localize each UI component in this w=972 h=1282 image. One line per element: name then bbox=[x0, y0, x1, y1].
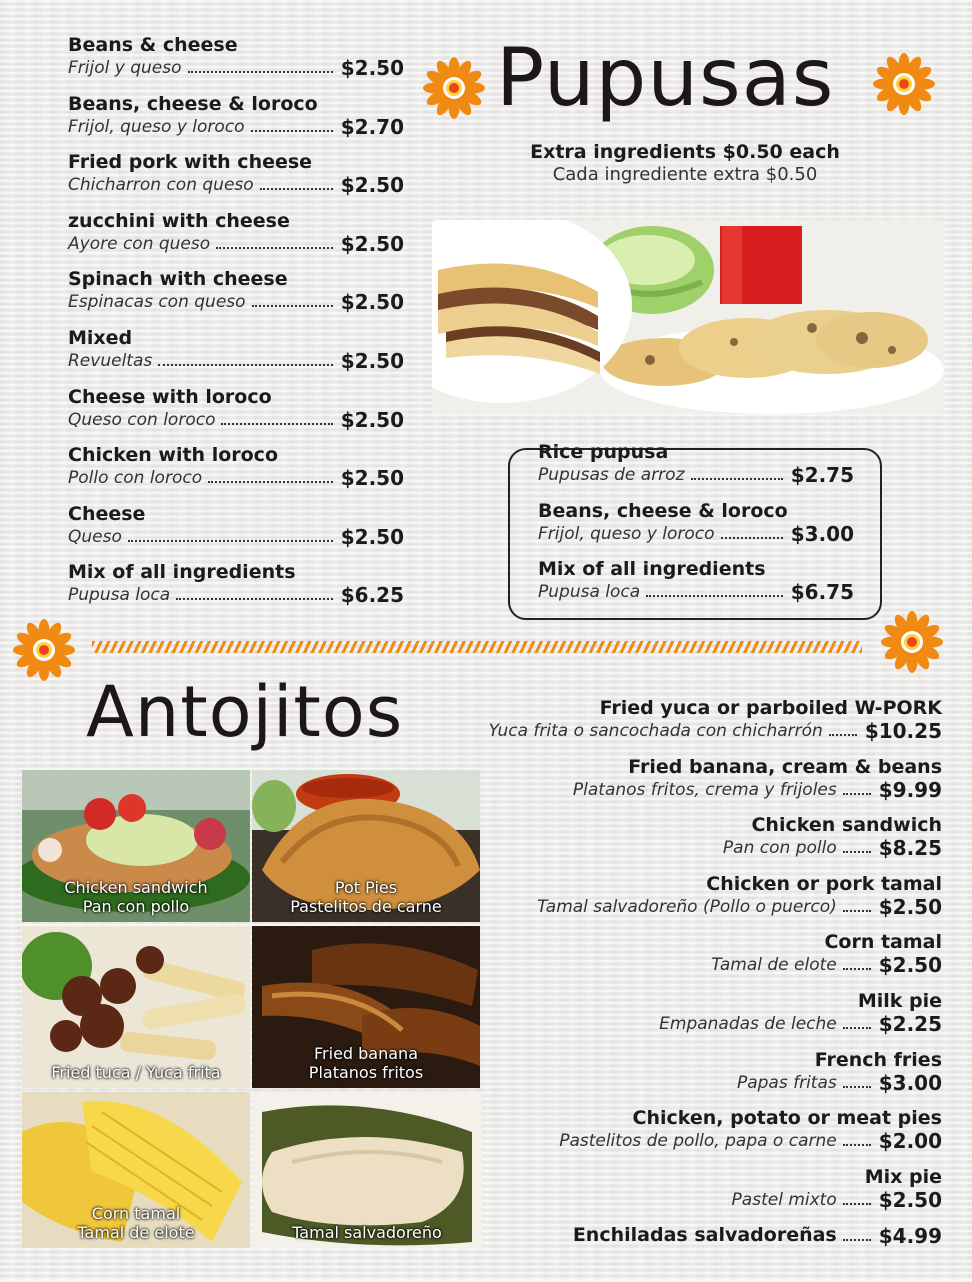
dot-leader bbox=[208, 481, 333, 483]
menu-item bbox=[440, 813, 942, 872]
item-name-en: Rice pupusa bbox=[538, 441, 669, 463]
menu-item bbox=[68, 150, 404, 209]
photo-caption-line1: Corn tamal bbox=[91, 1204, 181, 1223]
flower-icon bbox=[12, 618, 76, 682]
menu-item bbox=[440, 930, 942, 989]
item-name-es: Queso con loroco bbox=[68, 409, 216, 430]
orange-divider bbox=[92, 641, 862, 653]
item-price: $3.00 bbox=[790, 521, 854, 546]
menu-item bbox=[538, 557, 854, 616]
item-name-es: Frijol, queso y loroco bbox=[68, 116, 245, 137]
antojitos-menu-list bbox=[440, 696, 942, 1282]
item-price: $2.50 bbox=[340, 290, 404, 315]
photo-caption-line2: Platanos fritos bbox=[308, 1063, 424, 1082]
item-name-es: Ayore con queso bbox=[68, 233, 211, 254]
pupusas-photo bbox=[432, 220, 944, 414]
item-price: $4.99 bbox=[878, 1224, 942, 1249]
item-name-en: Mix pie bbox=[864, 1165, 942, 1188]
menu-item bbox=[68, 443, 404, 502]
item-name-es: Pan con pollo bbox=[722, 838, 837, 859]
item-name-en: French fries bbox=[814, 1048, 942, 1071]
pupusas-title: Pupusas bbox=[496, 31, 835, 124]
dot-leader bbox=[843, 851, 871, 853]
dot-leader bbox=[216, 247, 333, 249]
item-name-es: Pastelitos de pollo, papa o carne bbox=[559, 1131, 837, 1152]
menu-item bbox=[68, 502, 404, 561]
photo-caption-line1: Tamal salvadoreño bbox=[292, 1223, 442, 1242]
item-price: $3.00 bbox=[878, 1070, 942, 1095]
item-price: $2.50 bbox=[340, 407, 404, 432]
flower-icon bbox=[422, 56, 486, 120]
item-name-en: Beans, cheese & loroco bbox=[538, 499, 788, 522]
pupusa-menu-list bbox=[68, 33, 404, 619]
dot-leader bbox=[843, 1144, 871, 1146]
item-price: $2.50 bbox=[340, 524, 404, 549]
item-price: $2.50 bbox=[340, 348, 404, 373]
photo-caption-line1: Fried banana bbox=[314, 1044, 418, 1063]
menu-item bbox=[440, 989, 942, 1048]
dot-leader bbox=[843, 793, 871, 795]
menu-item bbox=[440, 1106, 942, 1165]
menu-item bbox=[440, 872, 942, 931]
item-name-en: Milk pie bbox=[857, 989, 942, 1012]
menu-item bbox=[538, 499, 854, 558]
menu-item bbox=[68, 385, 404, 444]
item-name-es: Pastel mixto bbox=[731, 1189, 837, 1210]
photo-caption-line2: Pastelitos de carne bbox=[290, 897, 442, 916]
dot-leader bbox=[251, 130, 333, 132]
item-name-es: Frijol, queso y loroco bbox=[538, 523, 715, 544]
dot-leader bbox=[843, 1086, 871, 1088]
rice-pupusa-list bbox=[538, 440, 854, 616]
item-name-es: Pupusa loca bbox=[68, 585, 171, 606]
item-name-es: Papas fritas bbox=[736, 1072, 837, 1093]
item-name-en: Fried pork with cheese bbox=[68, 151, 313, 174]
menu-item bbox=[68, 560, 404, 619]
item-price: $2.25 bbox=[878, 1011, 942, 1036]
dot-leader bbox=[843, 1239, 871, 1241]
item-name-en: Cheese with loroco bbox=[68, 385, 272, 408]
item-price: $2.50 bbox=[340, 56, 404, 80]
item-name-es: Chicharron con queso bbox=[68, 175, 254, 196]
item-price: $2.50 bbox=[878, 894, 942, 919]
flower-icon bbox=[880, 610, 944, 674]
item-name-en: Beans, cheese & loroco bbox=[68, 92, 318, 115]
item-name-en: Chicken or pork tamal bbox=[706, 872, 942, 895]
dot-leader bbox=[843, 968, 871, 970]
dot-leader bbox=[176, 598, 333, 600]
dot-leader bbox=[221, 423, 332, 425]
item-price: $8.25 bbox=[878, 836, 942, 861]
item-name-en: zucchini with cheese bbox=[68, 209, 290, 232]
photo-chicken-sandwich bbox=[22, 770, 250, 922]
dot-leader bbox=[646, 595, 783, 597]
dot-leader bbox=[691, 478, 783, 480]
item-price: $2.00 bbox=[878, 1129, 942, 1154]
item-name-en: Spinach with cheese bbox=[68, 268, 288, 291]
dot-leader bbox=[158, 364, 333, 366]
item-name-es: Platanos fritos, crema y frijoles bbox=[572, 779, 837, 800]
dot-leader bbox=[721, 537, 783, 539]
item-name-en: Corn tamal bbox=[824, 931, 942, 954]
item-name-en: Mixed bbox=[68, 326, 133, 349]
item-price: $9.99 bbox=[878, 777, 942, 802]
item-price: $2.50 bbox=[878, 1187, 942, 1212]
dot-leader bbox=[843, 1203, 871, 1205]
photo-fried-banana bbox=[252, 926, 480, 1088]
item-price: $2.50 bbox=[340, 466, 404, 491]
flower-icon bbox=[872, 52, 936, 116]
item-price: $10.25 bbox=[864, 719, 942, 743]
item-name-es: Pupusas de arroz bbox=[538, 465, 685, 485]
dot-leader bbox=[128, 540, 333, 542]
photo-caption-line1: Pot Pies bbox=[334, 878, 398, 897]
item-name-en: Fried banana, cream & beans bbox=[628, 755, 942, 778]
item-name-en: Chicken sandwich bbox=[751, 814, 942, 837]
menu-item bbox=[68, 209, 404, 268]
photo-caption-line2: Pan con pollo bbox=[82, 897, 190, 916]
dot-leader bbox=[829, 734, 857, 736]
item-price: $2.70 bbox=[340, 114, 404, 139]
item-name-es: Pupusa loca bbox=[538, 582, 641, 603]
item-name-es: Empanadas de leche bbox=[659, 1013, 837, 1034]
menu-item bbox=[538, 440, 854, 499]
dot-leader bbox=[188, 71, 333, 73]
item-price: $2.75 bbox=[790, 463, 854, 487]
item-price: $2.50 bbox=[340, 231, 404, 256]
item-name-es: Tamal de elote bbox=[711, 955, 837, 976]
item-name-es: Espinacas con queso bbox=[68, 292, 246, 313]
menu-item bbox=[440, 755, 942, 814]
item-name-en: Beans & cheese bbox=[68, 34, 238, 56]
item-name-en: Cheese bbox=[68, 502, 146, 525]
extra-ingredients-es: Cada ingrediente extra $0.50 bbox=[552, 164, 818, 185]
photo-caption-line1: Fried tuca / Yuca frita bbox=[51, 1063, 221, 1082]
photo-caption-line1: Chicken sandwich bbox=[64, 878, 208, 897]
item-price: $2.50 bbox=[878, 953, 942, 978]
dot-leader bbox=[843, 910, 871, 912]
item-name-en: Enchiladas salvadoreñas bbox=[572, 1224, 837, 1247]
menu-item bbox=[440, 696, 942, 755]
item-name-es: Revueltas bbox=[68, 350, 153, 371]
item-name-en: Chicken, potato or meat pies bbox=[632, 1107, 942, 1130]
dot-leader bbox=[843, 1027, 871, 1029]
menu-item bbox=[440, 1165, 942, 1224]
menu-item bbox=[440, 1048, 942, 1107]
item-name-en: Mix of all ingredients bbox=[68, 561, 296, 584]
item-name-en: Mix of all ingredients bbox=[538, 558, 766, 581]
photo-tamal-salvadoreno bbox=[252, 1092, 482, 1248]
item-price: $2.50 bbox=[340, 173, 404, 198]
item-name-en: Fried yuca or parboiled W-PORK bbox=[599, 697, 942, 719]
item-name-es: Yuca frita o sancochada con chicharrón bbox=[488, 721, 823, 741]
item-name-es: Frijol y queso bbox=[68, 58, 182, 78]
item-price: $6.75 bbox=[790, 580, 854, 605]
menu-item bbox=[68, 267, 404, 326]
photo-pot-pies bbox=[252, 770, 480, 922]
dot-leader bbox=[260, 188, 333, 190]
item-name-es: Pollo con loroco bbox=[68, 468, 203, 489]
item-name-es: Queso bbox=[68, 526, 122, 547]
item-name-en: Chicken with loroco bbox=[68, 444, 278, 467]
photo-caption-line2: Tamal de elote bbox=[77, 1223, 195, 1242]
item-name-es: Tamal salvadoreño (Pollo o puerco) bbox=[537, 896, 837, 917]
photo-corn-tamal bbox=[22, 1092, 250, 1248]
extra-ingredients-en: Extra ingredients $0.50 each bbox=[530, 141, 840, 163]
menu-item bbox=[440, 1223, 942, 1282]
item-price: $6.25 bbox=[340, 583, 404, 608]
antojitos-title: Antojitos bbox=[86, 671, 404, 753]
menu-item bbox=[68, 33, 404, 92]
photo-fried-yuca bbox=[22, 926, 250, 1088]
menu-item bbox=[68, 326, 404, 385]
menu-item bbox=[68, 92, 404, 151]
dot-leader bbox=[252, 305, 333, 307]
